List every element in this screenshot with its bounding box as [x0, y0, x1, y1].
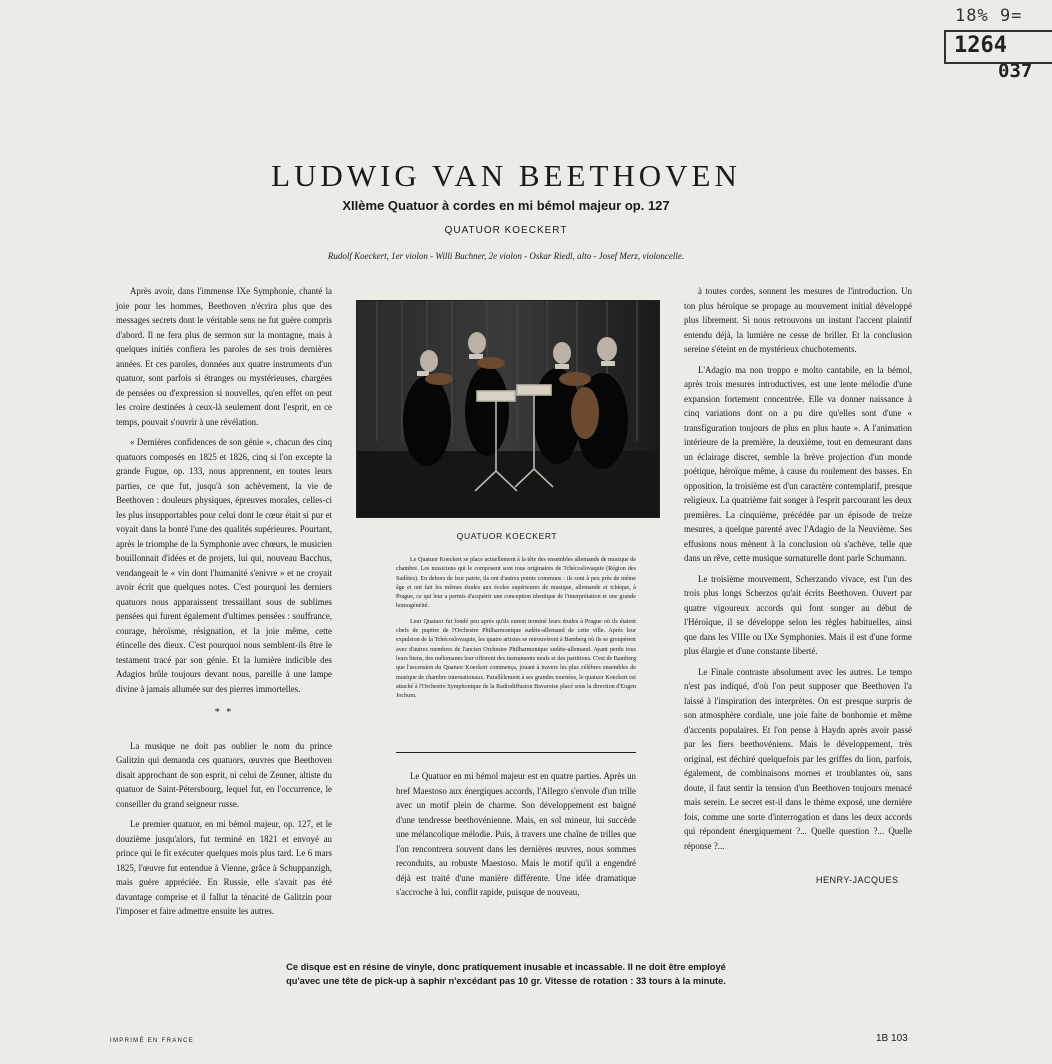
paragraph: Le Finale contraste absolument avec les autres. Le tempo n'est pas indiqué, d'où l'on peut supposer que Beethoven l'a laissé à l'inspiration des interprètes. On est presque surpris de son atmosphère cordiale, une joie faite de bonhomie et même d'accents populaires. Et l'on pense à Haydn après avoir passé par les fiers beethovéniens. Mais le développement, très original, est déchiré quelquefois par les griffes du lion, parfois, également, de combinaisons mornes et troublantes où, sans doute, il faut sentir la tension d'un Beethoven toujours menacé mais serein. Le secret est-il dans le thème exposé, une dernière fois, comme une sorte d'interrogation et dans les deux accords qui répondent énergiquement ?... Quelle question ?... Quelle réponse ?...: [684, 666, 912, 851]
right-column: [684, 284, 912, 859]
performers-line: Rudolf Koeckert, 1er violon - Willi Buchner, 2e violon - Oskar Riedl, alto - Josef Merz, violoncelle.: [327, 251, 685, 261]
divider: [396, 752, 636, 753]
catalog-number: 1B 103: [876, 1033, 908, 1044]
printed-in-label: IMPRIMÉ EN FRANCE: [110, 1038, 195, 1044]
page-title: LUDWIG VAN BEETHOVEN: [271, 158, 741, 193]
paragraph: Le Quatuor en mi bémol majeur est en quatre parties. Après un bref Maestoso aux énergiques accords, l'Allegro s'envole d'un trille avec un motif plein de charme. Son développement est baigné d'une tendresse beethovénienne. Mais, en sol mineur, lui succède une mélancolique mélodie. Puis, à travers une chaîne de trilles que l'on rencontrera souvent dans les dernières œuvres, nous sommes reconduits, au robuste Maestoso. Mais le motif qu'il a engendré déjà est traité d'une manière différente. Une idée dramatique s'accroche à lui, conflit rapide, puisque de nouveau,: [396, 771, 636, 897]
author-signature: HENRY-JACQUES: [816, 875, 899, 885]
left-column: [116, 284, 332, 925]
vinyl-note: [0, 960, 1012, 988]
paragraph: Le premier quatuor, en mi bémol majeur, op. 127, et le douzième jusqu'alors, fut terminé en 1821 et envoyé au prince qui le fit exécuter quelques mois plus tard. Le 6 mars 1825, l'œuvre fut entendue à Vienne, grâce à Schuppanzigh, mais guère appréciée. En Russie, elle s'avait pas été davantage comprise et il fallut la ténacité de Galitzin pour l'imposer et faire admettre ensuite les autres.: [116, 819, 332, 916]
paragraph: Leur Quatuor fut fondé peu après qu'ils eurent terminé leurs études à Prague où ils étaient chefs de pupitre de l'Orchestre Philharmonique sudète-allemand de cette ville. Après leur expulsion de la Tchécoslovaquie, les quatre artistes se retrouvèrent à Bamberg où ils se groupèrent avec d'autres membres de l'ancien Orchestre Philharmonique sudète-allemand. Ayant perdu tous leurs biens, des mélomanes leur offrirent des instruments neufs et des partitions. C'est de Bamberg que l'ascension du Quatuor Koeckert commença, jouant à travers les plus célèbres ensembles de musique de chambre internationaux. Parallèlement à ses grandes tournées, le quatuor Koeckert est attaché à l'Orchestre Symphonique de la Radiodiffusion Bavaroise placé sous la direction d'Eugen Jochum.: [396, 618, 636, 700]
photo-caption: QUATUOR KOECKERT: [456, 531, 558, 541]
ensemble-bio: [396, 556, 636, 707]
handwritten-annotation: 18% 9=: [955, 6, 1023, 26]
quartet-photo: [356, 300, 660, 518]
quartet-photo-image: [357, 301, 659, 517]
paragraph: Après avoir, dans l'immense IXe Symphonie, chanté la joie pour les hommes, Beethoven n'écrira plus que des messages secrets dont le véritable sens ne fut guère compris d'abord. Il ne fera plus de sermon sur la montagne, mais à quelques initiés confiera les paroles de ses trois dernières années. Et ces paroles, données aux quatre instruments d'un quatuor, sont parfois si étranges ou mystérieuses, chargées de pensées ou d'expression si nouvelles, qu'en effet on peut les croire destinées à ceux-là seulement dont l'esprit, en ce temps, pouvait s'ouvrir à une révélation.: [116, 286, 332, 427]
stamp-number-1: 1264: [954, 33, 1007, 58]
vinyl-note-line-1: Ce disque est en résine de vinyle, donc pratiquement inusable et incassable. Il ne doit être employé: [286, 962, 726, 972]
ensemble-name: QUATUOR KOECKERT: [444, 225, 568, 236]
stamp-number-2: 037: [998, 60, 1033, 82]
vinyl-note-line-2: qu'avec une tête de pick-up à saphir n'excédant pas 10 gr. Vitesse de rotation : 33 tours à la minute.: [286, 976, 726, 986]
middle-column: [396, 769, 636, 906]
paragraph: La musique ne doit pas oublier le nom du prince Galitzin qui demanda ces quatuors, œuvres que Beethoven disait approchant de son esprit, ni celui de Zeuner, altiste du quatuor de Saint-Pétersbourg, lequel fut, en l'occurrence, le conseiller du grand seigneur russe.: [116, 740, 332, 809]
paragraph: Le troisième mouvement, Scherzando vivace, est l'un des trois plus longs Scherzos qu'ait écrits Beethoven. Ouvert par quatre vigoureux accords qui font songer au début de l'Héroïque, il se développe selon les règles habituelles, ainsi que dans les VIIIe ou IXe Symphonies. Mais il est d'une forme plus élargie et d'une constante liberté.: [684, 573, 912, 656]
section-separator: * *: [214, 707, 234, 718]
paragraph: « Dernières confidences de son génie », chacun des cinq quatuors composés en 1825 et 1826, cinq si l'on excepte la grande Fugue, op. 133, nous apprennent, en toutes leurs parties, ce que fut, jusqu'à son achèvement, la vie de Beethoven : douleurs physiques, épreuves morales, celles-ci les plus insupportables pour celui dont le cœur était si pur et voyait dans la bonté l'une des qualités supérieures. Pourtant, après le triomphe de la Symphonie avec chœurs, le musicien bouillonnait d'idées et de projets, lui qui, nouveau Bacchus, vendangeait le « vin dont l'humanité s'enivre » et ne croyait avoir écrit que quelques notes. C'est pourquoi les derniers quatuors nous apparaissent tressaillant sous de sublimes pensées qui furent également d'ultimes pensées : souffrance, courage, héroïsme, résignation, et la joie même, cette étincelle des dieux. C'est pourquoi nous semblent-ils être le testament tracé par son génie. Et la lumière indicible des Adagios brûle toujours devant nous, pareille à une lampe divine à jamais allumée sur des pierres immortelles.: [116, 437, 332, 694]
paragraph: à toutes cordes, sonnent les mesures de l'introduction. Un ton plus héroïque se propage au mouvement initial développé plus librement. Si nous retrouvons un instant l'accent plaintif entendu déjà, la lumière ne cesse de briller. Et la conclusion sereine s'éteint en de mystérieux chuchotements.: [684, 286, 912, 354]
paragraph: Le Quatuor Koeckert se place actuellement à la tête des ensembles allemands de musique de chambre. Les musiciens qui le composent sont tous originaires de Tchécoslovaquie (Région des Sudètes). En dehors de leur patrie, ils ont d'autres points communs : ils sont à peu près de même âge et ont fait les mêmes études aux écoles supérieures de musique, allemande et tchèque, à Prague, ce qui leur a permis d'acquérir une conception identique de l'interprétation et une grande homogénéité.: [396, 557, 636, 610]
work-subtitle: XIIème Quatuor à cordes en mi bémol majeur op. 127: [342, 198, 670, 213]
paragraph: L'Adagio ma non troppo e molto cantabile, en la bémol, après trois mesures introductives, est une lente mélodie d'une expansion fortement concentrée. Elle va donner naissance à cinq variations dont on a pu dire qu'elles sont d'une « transfiguration toujours de plus en plus haute ». A l'animation intérieure de la première, la deuxième, tout en demeurant dans un éclairage discret, semble la brève projection d'un monde poétique, héroïque même, à cause du roulement des basses. En opposition, la troisième est d'un caractère contemplatif, presque religieux. La quatrième fait songer à l'esprit parcourant les deux premières. La cinquième, précédée par un épisode de treize mesures, a quelque parenté avec l'Adagio de la Neuvième. Ses effusions nous mènent à la conclusion où s'achève, telle que dans un rêve, cette musique surnaturelle dont parle Schumann.: [684, 364, 912, 563]
